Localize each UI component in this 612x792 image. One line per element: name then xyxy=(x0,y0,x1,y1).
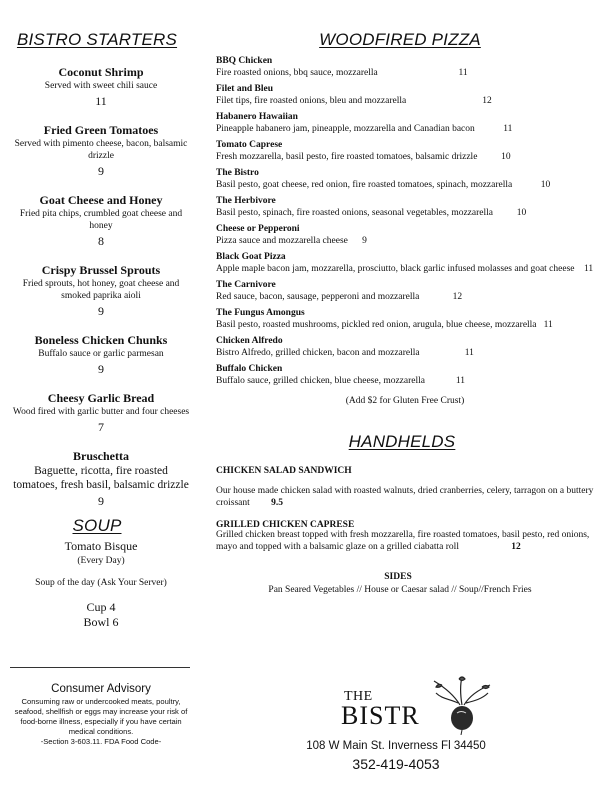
pizza-price: 10 xyxy=(501,151,511,162)
starter-desc: Fried sprouts, hot honey, goat cheese and smoked paprika aioli xyxy=(22,279,180,301)
starter-item xyxy=(12,391,190,434)
handheld-desc xyxy=(216,486,604,509)
advisory-section: -Section 3-603.11. FDA Food Code- xyxy=(40,737,162,746)
pizza-price: 11 xyxy=(503,123,513,134)
pizza-desc: Basil pesto, goat cheese, red onion, fire roasted tomatoes, spinach, mozzarella xyxy=(216,179,513,190)
pizza-item xyxy=(216,224,604,247)
starter-item xyxy=(12,193,190,248)
pizza-name: Filet and Bleu xyxy=(216,84,274,94)
handheld-desc xyxy=(216,530,604,553)
pizza-desc: Basil pesto, spinach, fire roasted onions, seasonal vegetables, mozzarella xyxy=(216,207,493,218)
starter-price: 9 xyxy=(98,164,104,178)
pizza-name: Chicken Alfredo xyxy=(216,336,283,346)
pizza-name: BBQ Chicken xyxy=(216,56,273,66)
pizza-desc: Red sauce, bacon, sausage, pepperoni and mozzarella xyxy=(216,291,420,302)
soup-sub: (Every Day) xyxy=(77,556,125,566)
starter-desc: Served with pimento cheese, bacon, balsamic drizzle xyxy=(14,139,188,161)
handheld-name: CHICKEN SALAD SANDWICH xyxy=(216,466,352,476)
starter-price: 8 xyxy=(98,234,104,248)
pizza-line xyxy=(216,236,604,248)
pizza-item xyxy=(216,280,604,303)
pizza-item xyxy=(216,140,604,163)
pizza-desc: Pineapple habanero jam, pineapple, mozzarella and Canadian bacon xyxy=(216,123,475,134)
starter-desc: Wood fired with garlic butter and four cheeses xyxy=(12,407,190,417)
pizza-item xyxy=(216,252,604,275)
starter-desc: Served with sweet chili sauce xyxy=(44,81,158,91)
pizza-line xyxy=(216,376,604,388)
starter-name: Coconut Shrimp xyxy=(58,65,144,79)
pizza-name: Buffalo Chicken xyxy=(216,364,283,374)
pizza-price: 11 xyxy=(455,375,466,386)
pizza-item xyxy=(216,112,604,135)
starter-price: 9 xyxy=(98,304,104,318)
phone-number: 352-419-4053 xyxy=(352,756,440,772)
soup-cup-price: Cup 4 xyxy=(86,600,116,614)
pizza-line xyxy=(216,292,604,304)
logo-bistro: BISTR xyxy=(341,701,420,730)
pizza-list xyxy=(216,56,604,387)
pizza-item xyxy=(216,308,604,331)
handheld-price: 9.5 xyxy=(271,497,284,508)
starter-price: 9 xyxy=(98,362,104,376)
pizza-line xyxy=(216,68,604,80)
starter-name: Goat Cheese and Honey xyxy=(39,193,163,207)
pizza-desc: Basil pesto, roasted mushrooms, pickled red onion, arugula, blue cheese, mozzarella xyxy=(216,319,537,330)
soup-title: SOUP xyxy=(72,516,122,535)
starter-desc: Fried pita chips, crumbled goat cheese and honey xyxy=(19,209,183,231)
pizza-price: 12 xyxy=(452,291,463,302)
address: 108 W Main St. Inverness Fl 34450 xyxy=(306,740,486,752)
pizza-price: 11 xyxy=(543,319,553,330)
pizza-name: Cheese or Pepperoni xyxy=(216,224,300,234)
pizza-line xyxy=(216,208,604,220)
pizza-line xyxy=(216,96,604,108)
pizza-name: The Fungus Amongus xyxy=(216,308,305,318)
starter-desc: Baguette, ricotta, fire roasted tomatoes, fresh basil, balsamic drizzle xyxy=(13,465,189,491)
pizza-price: 11 xyxy=(464,347,474,358)
soup-of-the-day: Soup of the day (Ask Your Server) xyxy=(35,578,167,588)
starters-column xyxy=(12,30,190,630)
pizza-name: Tomato Caprese xyxy=(216,140,283,150)
pizza-desc: Buffalo sauce, grilled chicken, blue cheese, mozzarella xyxy=(216,375,425,386)
advisory-title: Consumer Advisory xyxy=(51,683,151,695)
pizza-line xyxy=(216,264,604,276)
pizza-name: The Carnivore xyxy=(216,280,276,290)
starter-item xyxy=(12,449,190,508)
pizza-price: 11 xyxy=(458,67,468,78)
pizza-line xyxy=(216,180,604,192)
advisory-text: Consuming raw or undercooked meats, poultry, seafood, shellfish or eggs may increase your risk of food-borne illness, especially if you have certain medical conditions. xyxy=(14,697,188,736)
pizza-line xyxy=(216,152,604,164)
pizza-price: 11 xyxy=(584,263,594,274)
pizza-item xyxy=(216,364,604,387)
pizza-name: Habanero Hawaiian xyxy=(216,112,298,122)
consumer-advisory xyxy=(12,683,190,747)
starter-name: Crispy Brussel Sprouts xyxy=(41,263,161,277)
bistro-logo xyxy=(336,675,496,735)
pizza-price: 12 xyxy=(482,95,492,106)
sides-title: SIDES xyxy=(384,572,412,582)
pizza-column xyxy=(216,30,604,595)
starter-price: 7 xyxy=(98,420,104,434)
pizza-desc: Bistro Alfredo, grilled chicken, bacon and mozzarella xyxy=(216,347,420,358)
starter-desc: Buffalo sauce or garlic parmesan xyxy=(38,349,164,359)
pizza-item xyxy=(216,56,604,79)
pizza-item xyxy=(216,168,604,191)
pizza-name: The Bistro xyxy=(216,168,259,178)
soup-main: Tomato Bisque xyxy=(64,539,138,553)
pizza-price: 10 xyxy=(516,207,527,218)
pizza-line xyxy=(216,320,604,332)
handheld-price: 12 xyxy=(511,541,521,552)
pizza-title: WOODFIRED PIZZA xyxy=(319,30,481,49)
starter-name: Bruschetta xyxy=(73,449,129,463)
pizza-item xyxy=(216,336,604,359)
pizza-desc: Pizza sauce and mozzarella cheese xyxy=(216,235,348,246)
pizza-desc: Filet tips, fire roasted onions, bleu and mozzarella xyxy=(216,95,407,106)
starter-item xyxy=(12,263,190,318)
beet-icon xyxy=(426,675,496,735)
pizza-name: The Herbivore xyxy=(216,196,276,206)
pizza-desc: Fresh mozzarella, basil pesto, fire roasted tomatoes, balsamic drizzle xyxy=(216,151,478,162)
pizza-item xyxy=(216,84,604,107)
handheld-desc-text: Grilled chicken breast topped with fresh mozzarella, fire roasted tomatoes, basil pesto, red onions, mayo and topped with a balsamic glaze on a grilled ciabatta roll xyxy=(216,530,590,552)
starter-name: Fried Green Tomatoes xyxy=(43,123,159,137)
gluten-note: (Add $2 for Gluten Free Crust) xyxy=(345,396,465,406)
pizza-line xyxy=(216,124,604,136)
pizza-line xyxy=(216,348,604,360)
logo-the: THE xyxy=(344,689,373,704)
starter-name: Cheesy Garlic Bread xyxy=(47,391,155,405)
starters-title: BISTRO STARTERS xyxy=(16,30,178,49)
starter-price: 9 xyxy=(98,494,104,508)
pizza-price: 9 xyxy=(362,235,367,246)
starter-item xyxy=(12,123,190,178)
starter-item xyxy=(12,333,190,376)
pizza-desc: Fire roasted onions, bbq sauce, mozzarella xyxy=(216,67,378,78)
pizza-price: 10 xyxy=(540,179,551,190)
sides-text: Pan Seared Vegetables // House or Caesar salad // Soup//French Fries xyxy=(268,585,532,595)
divider xyxy=(10,667,190,668)
handheld-desc-text: Our house made chicken salad with roasted walnuts, dried cranberries, celery, tarragon on a buttery croissant xyxy=(216,486,594,508)
handheld-name: GRILLED CHICKEN CAPRESE xyxy=(216,520,355,530)
handhelds-title: HANDHELDS xyxy=(348,432,456,451)
starter-price: 11 xyxy=(95,94,107,108)
pizza-name: Black Goat Pizza xyxy=(216,252,286,262)
starter-name: Boneless Chicken Chunks xyxy=(34,333,168,347)
pizza-desc: Apple maple bacon jam, mozzarella, prosciutto, black garlic infused molasses and goat cheese xyxy=(216,263,575,274)
pizza-item xyxy=(216,196,604,219)
starter-item xyxy=(12,65,190,108)
soup-bowl-price: Bowl 6 xyxy=(83,615,119,629)
